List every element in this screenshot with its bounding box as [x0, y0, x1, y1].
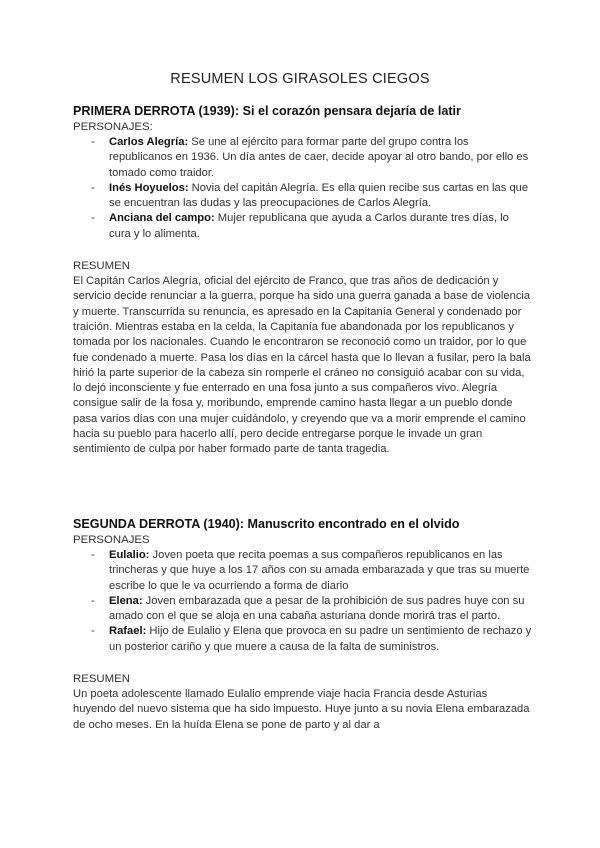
list-dash: -: [91, 594, 95, 607]
summary-text: El Capitán Carlos Alegría, oficial del ejército de Franco, que tras años de dedicación y servicio decide renunciar a la guerra, porque ha sido una guerra ganada a base de violencia y muerte. Transcurrida su renuncia, es apresado en la Capitanía General y condenado por traición. Mientras estaba en la celda, la Capitanía fue abandonada por los republicanos y tomada por los nacionales. Cuando le encontraron se reconoció como un traidor, por lo que fue condenado a muerte. Pasa los días en la cárcel hasta que lo llevan a fusilar, pero la bala hirió la parte superior de la cabeza sin romperle el cráneo no consiguió acabar con su vida, lo dejó inconsciente y fue enterrado en una fosa junto a sus compañeros vivo. Alegría consigue salir de la fosa y, moribundo, emprende camino hasta llegar a un pueblo donde pasa varios días con una mujer cuidándolo, y creyendo que va a morir emprende el camino hacia su pueblo para hacerlo allí, pero decide entregarse porque le invade un gran sentimiento de culpa por haber formado parte de tanta tragedia.: [73, 275, 531, 456]
character-name: Carlos Alegría:: [109, 136, 189, 148]
list-dash: -: [91, 549, 95, 561]
character-description: Se une al ejército para formar parte del grupo contra los republicanos en 1936. Un día antes de caer, decide apoyar al otro bando, por ello es tomado como traidor.: [109, 136, 529, 179]
list-item: [91, 594, 533, 625]
list-dash: -: [91, 181, 95, 194]
spacer: [73, 655, 533, 672]
list-item: [91, 135, 533, 181]
spacer: [73, 242, 533, 259]
list-item: [91, 211, 533, 242]
character-name: Elena:: [109, 594, 143, 607]
character-description: Novia del capitán Alegría. Es ella quien recibe sus cartas en las que se encuentran las dudas y las preocupaciones de Carlos Alegría.: [109, 181, 529, 210]
character-description: Hijo de Eulalio y Elena que provoca en su padre un sentimiento de rechazo y un posterior cariño y que muere a causa de la falta de suministros.: [109, 625, 532, 653]
section-heading: PRIMERA DERROTA (1939): Si el corazón pensara dejaría de latir: [73, 104, 461, 118]
list-dash: -: [91, 212, 95, 225]
summary-label: RESUMEN: [73, 260, 130, 273]
character-name: Eulalio:: [109, 549, 150, 561]
character-description: Mujer republicana que ayuda a Carlos durante tres días, lo cura y lo alimenta.: [109, 212, 509, 240]
list-dash: -: [91, 136, 95, 148]
list-dash: -: [91, 625, 95, 638]
character-description: Joven poeta que recita poemas a sus compañeros republicanos en las trincheras y que huye a los 17 años con su amada embarazada y que tras su muerte escribe lo que le va ocurriendo a forma de diario: [109, 549, 530, 592]
document-title: RESUMEN LOS GIRASOLES CIEGOS: [170, 71, 430, 87]
section-primera-derrota: [73, 103, 533, 458]
list-item: [91, 181, 533, 212]
characters-label: PERSONAJES: [73, 534, 150, 546]
character-name: Anciana del campo:: [109, 212, 215, 225]
summary-label: RESUMEN: [73, 673, 130, 686]
section-segunda-derrota: [73, 516, 533, 733]
section-heading: SEGUNDA DERROTA (1940): Manuscrito encontrado en el olvido: [73, 517, 460, 531]
list-item: [91, 624, 533, 655]
characters-label: PERSONAJES:: [73, 121, 153, 133]
characters-list: [73, 135, 533, 242]
summary-text: Un poeta adolescente llamado Eulalio emprende viaje hacia Francia desde Asturias huyendo del nuevo sistema que ha sido impuesto. Huye junto a su novia Elena embarazada de ocho meses. En la huída Elena se pone de parto y al dar a: [73, 688, 530, 731]
list-item: [91, 548, 533, 594]
character-name: Rafael:: [109, 625, 147, 638]
characters-list: [73, 548, 533, 655]
character-name: Inés Hoyuelos:: [109, 181, 189, 194]
character-description: Joven embarazada que a pesar de la prohibición de sus padres huye con su amado con el que se aloja en una cabaña asturiana donde morirá tras el parto.: [109, 594, 525, 623]
